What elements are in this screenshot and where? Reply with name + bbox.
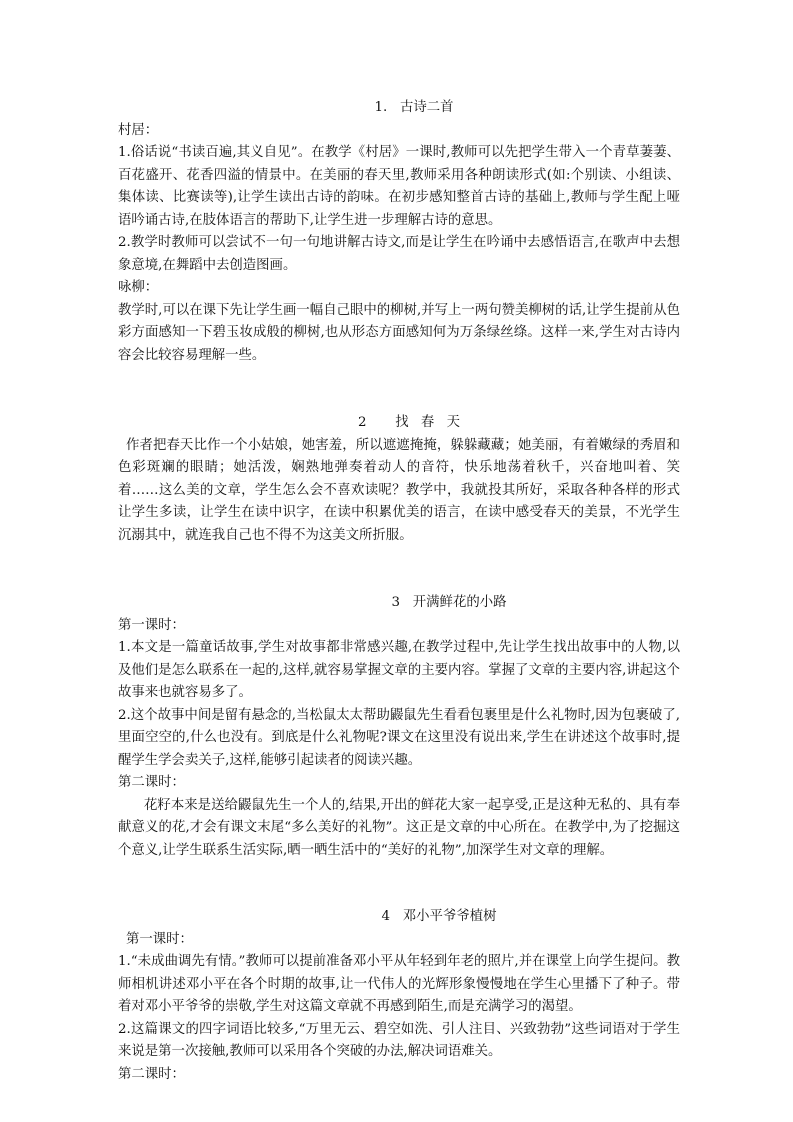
paragraph: 花籽本来是送给鼹鼠先生一个人的,结果,开出的鲜花大家一起享受,正是这种无私的、具有奉献意义的花,才会有课文末尾“多么美好的礼物”。这正是文章的中心所在。在教学中,为了挖掘这个意义,让学生联系生活实际,晒一晒生活中的“美好的礼物”,加深学生对文章的理解。 (118, 797, 680, 858)
section-title: 1. 古诗二首 (374, 100, 454, 115)
section-title: 2 找 春 天 (358, 415, 464, 430)
document-body (118, 97, 680, 1086)
paragraph: 2.教学时教师可以尝试不一句一句地讲解古诗文,而是让学生在吟诵中去感悟语言,在歌声中去想象意境,在舞蹈中去创造图画。 (118, 235, 680, 273)
lesson-label: 第一课时： (118, 617, 185, 633)
section-flower-path (118, 592, 680, 862)
paragraph: 作者把春天比作一个小姑娘，她害羞，所以遮遮掩掩，躲躲藏藏；她美丽，有着嫩绿的秀眉和色彩斑斓的眼睛；她活泼，娴熟地弹奏着动人的音符，快乐地荡着秋千，兴奋地叫着、笑着……这么美的文章，学生怎么会不喜欢读呢？教学中，我就投其所好，采取各种各样的形式让学生多读，让学生在读中识字，在读中积累优美的语言，在读中感受春天的美景，不光学生沉溺其中，就连我自己也不得不为这美文所折服。 (118, 437, 680, 543)
lesson-label: 第二课时： (118, 775, 185, 790)
paragraph: 1.本文是一篇童话故事,学生对故事都非常感兴趣,在教学过程中,先让学生找出故事中的人物,以及他们是怎么联系在一起的,这样,就容易掌握文章的主要内容。掌握了文章的主要内容,讲起这个故事来也就容易多了。 (118, 640, 680, 700)
section-title: 3 开满鲜花的小路 (391, 595, 507, 610)
paragraph: 1.“未成曲调先有情。”教师可以提前准备邓小平从年轻到年老的照片,并在课堂上向学生提问。教师相机讲述邓小平在各个时期的故事,让一代伟人的光辉形象慢慢地在学生心里播下了种子。带着对邓小平爷爷的崇敬,学生对这篇文章就不再感到陌生,而是充满学习的渴望。 (118, 954, 680, 1014)
lesson-label: 第二课时： (118, 1066, 185, 1082)
section-title: 4 邓小平爷爷植树 (381, 909, 497, 924)
poem-label-yongliu: 咏柳： (118, 280, 159, 295)
poem-label-cunju: 村居： (118, 122, 159, 138)
section-deng-tree-planting (118, 906, 680, 1086)
paragraph: 2.这个故事中间是留有悬念的,当松鼠太太帮助鼹鼠先生看看包裹里是什么礼物时,因为包裹破了,里面空空的,什么也没有。到底是什么礼物呢?课文在这里没有说出来,学生在讲述这个故事时,提醒学生学会卖关子,这样,能够引起读者的阅读兴趣。 (118, 707, 680, 768)
paragraph: 2.这篇课文的四字词语比较多,“万里无云、碧空如洗、引人注目、兴致勃勃”这些词语对于学生来说是第一次接触,教师可以采用各个突破的办法,解决词语难关。 (118, 1021, 680, 1059)
paragraph: 1.俗话说“书读百遍,其义自见”。在教学《村居》一课时,教师可以先把学生带入一个青草萋萋、百花盛开、花香四溢的情景中。在美丽的春天里,教师采用各种朗读形式(如:个别读、小组读、集体读、比赛读等),让学生读出古诗的韵味。在初步感知整首古诗的基础上,教师与学生配上哑语吟诵古诗,在肢体语言的帮助下,让学生进一步理解古诗的意思。 (118, 145, 680, 228)
paragraph: 教学时,可以在课下先让学生画一幅自己眼中的柳树,并写上一两句赞美柳树的话,让学生提前从色彩方面感知一下碧玉妆成般的柳树,也从形态方面感知何为万条绿丝绦。这样一来,学生对古诗内容会比较容易理解一些。 (118, 302, 680, 363)
section-find-spring (118, 412, 680, 547)
lesson-label: 第一课时： (126, 931, 193, 947)
section-ancient-poems (118, 97, 680, 367)
